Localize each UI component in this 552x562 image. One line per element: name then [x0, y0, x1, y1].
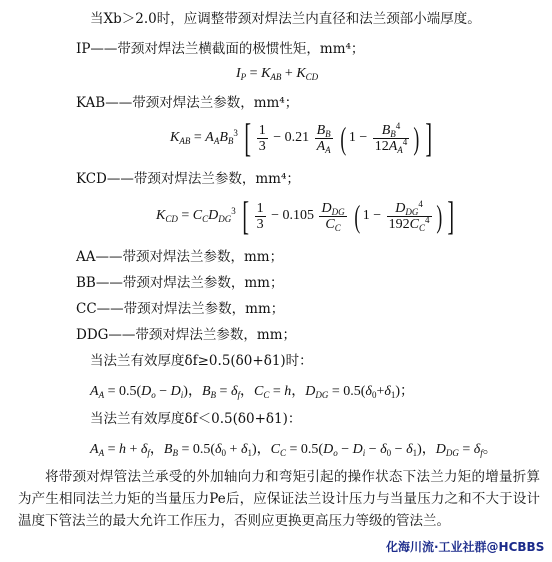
text-aa-definition: AA——带颈对焊法兰参数，mm；: [76, 249, 284, 265]
text-cc-definition: CC——带颈对焊法兰参数，mm；: [76, 301, 285, 317]
text-ddg-definition: DDG——带颈对焊法兰参数，mm；: [76, 327, 297, 343]
equation-kcd: $K_{CD} = C_CD_{DG}^3$ [ $\frac{1}{3}$ − 0.105 $\frac{D_{DG}}{C_C}$ ( 1 − $\frac{D_{DG}^4}{192C_C^4}$ ) ]: [156, 193, 455, 238]
equation-kab: $K_{AB} = A_AB_B^3$ [ $\frac{1}{3}$ − 0.21 $\frac{B_B}{A_A}$ ( 1 − $\frac{B_B^4}{12A_A^4}$ ) ]: [170, 115, 432, 160]
text-xb-condition: 当Xb＞2.0时，应调整带颈对焊法兰内直径和法兰颈部小端厚度。: [90, 11, 481, 27]
text-bb-definition: BB——带颈对焊法兰参数，mm；: [76, 275, 284, 291]
equation-params-thin: $A_A = h + \delta_f$，$B_B = 0.5(\delta_0 + \delta_1)$，$C_C = 0.5(D_o - D_i - \delta_0 - \delta_1)$，$D_{DG} = \delta_f$。: [90, 442, 497, 458]
text-ip-definition: IP——带颈对焊法兰横截面的极惯性矩，mm⁴；: [76, 41, 365, 57]
equation-ip: $I_P = K_{AB} + K_{CD}$: [236, 66, 319, 82]
text-condition-thin: 当法兰有效厚度δf＜0.5(δ0+δ1)：: [90, 411, 302, 427]
text-kcd-definition: KCD——带颈对焊法兰参数，mm⁴；: [76, 171, 300, 187]
text-condition-thick: 当法兰有效厚度δf≥0.5(δ0+δ1)时：: [90, 353, 313, 369]
equation-params-thick: $A_A = 0.5(D_o - D_i)$，$B_B = \delta_f$，$C_C = h$，$D_{DG} = 0.5(\delta_0+\delta_1)$；: [90, 384, 415, 400]
watermark: 化海川流·工业社群@HCBBS: [386, 540, 545, 554]
text-kab-definition: KAB——带颈对焊法兰参数，mm⁴；: [76, 95, 299, 111]
body-paragraph: 将带颈对焊管法兰承受的外加轴向力和弯矩引起的操作状态下法兰力矩的增量折算为产生相同法兰力矩的当量压力Pe后，应保证法兰设计压力与当量压力之和不大于设计温度下管法兰的最大允许工作压力，否则应更换更高压力等级的管法兰。: [18, 469, 540, 529]
